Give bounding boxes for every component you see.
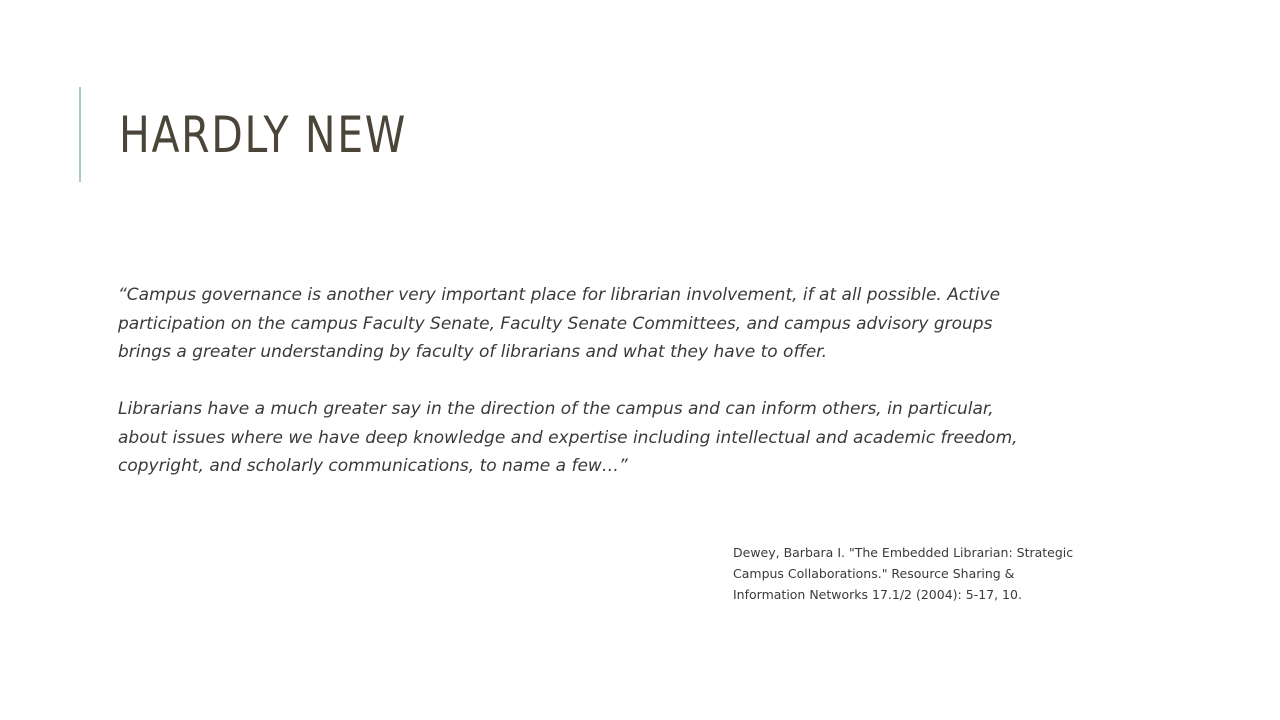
quote-block	[118, 281, 1118, 481]
quote-line: copyright, and scholarly communications, to name a few…”	[118, 456, 628, 476]
quote-line: about issues where we have deep knowledge and expertise including intellectual and academic freedom,	[118, 427, 1018, 448]
quote-line: participation on the campus Faculty Senate, Faculty Senate Committees, and campus advisory groups	[118, 313, 993, 334]
citation-line: Campus Collaborations." Resource Sharing &	[733, 566, 1015, 581]
quote-line: Librarians have a much greater say in the direction of the campus and can inform others, in particular,	[118, 399, 994, 419]
slide-title: HARDLY NEW	[119, 106, 407, 164]
citation-line: Dewey, Barbara I. "The Embedded Librarian: Strategic	[733, 545, 1074, 560]
citation-line: Information Networks 17.1/2 (2004): 5-17, 10.	[733, 587, 1022, 602]
citation-block	[733, 542, 1113, 605]
quote-line: “Campus governance is another very important place for librarian involvement, if at all possible. Active	[118, 285, 1001, 305]
quote-line: brings a greater understanding by faculty of librarians and what they have to offer.	[118, 342, 828, 362]
title-accent-bar	[79, 87, 81, 182]
